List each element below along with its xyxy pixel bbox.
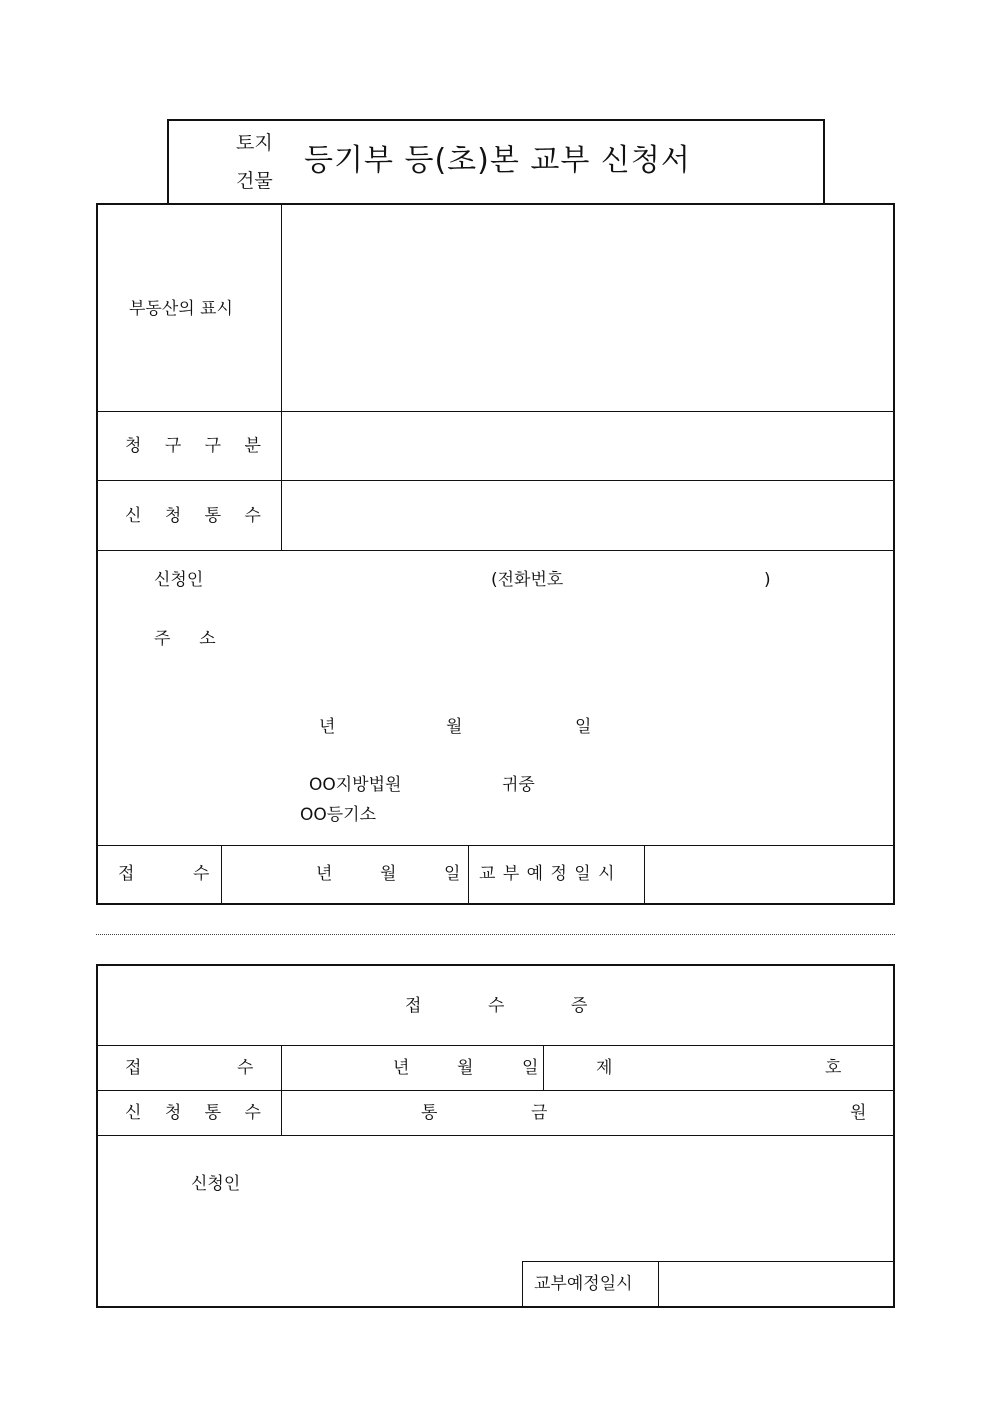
- slip-copies-unit: 통: [421, 1103, 438, 1123]
- row-divider: [97, 480, 894, 481]
- slip-year: 년: [393, 1058, 410, 1078]
- row-divider: [522, 1261, 894, 1262]
- copies-field[interactable]: [283, 482, 893, 549]
- date-day: 일: [575, 717, 592, 737]
- row-divider: [97, 411, 894, 412]
- applicant-label: 신청인: [154, 570, 204, 590]
- property-label: 부동산의 표시: [129, 299, 233, 319]
- slip-issue-datetime-field[interactable]: [660, 1263, 892, 1306]
- slip-applicant-label: 신청인: [191, 1174, 241, 1194]
- slip-number-suffix: 호: [825, 1058, 842, 1078]
- receipt-day: 일: [444, 864, 461, 884]
- slip-number-prefix: 제: [596, 1058, 613, 1078]
- receipt-month: 월: [380, 864, 397, 884]
- request-type-label: 청 구 구 분: [125, 436, 270, 456]
- col-divider: [644, 846, 645, 904]
- slip-title-2: 수: [488, 996, 505, 1016]
- row-divider: [97, 845, 894, 846]
- title-kind-land: 토지: [236, 132, 273, 154]
- slip-day: 일: [522, 1058, 539, 1078]
- slip-title-3: 증: [571, 996, 588, 1016]
- col-divider: [658, 1261, 659, 1307]
- col-divider: [281, 204, 282, 550]
- slip-amount-unit: 원: [850, 1103, 867, 1123]
- copies-label: 신 청 통 수: [125, 506, 270, 526]
- slip-issue-datetime-label: 교부예정일시: [534, 1274, 633, 1294]
- receipt-label-1: 접: [118, 864, 135, 884]
- slip-title-1: 접: [405, 996, 422, 1016]
- title-kind-building: 건물: [236, 170, 273, 192]
- phone-close: ): [764, 570, 771, 590]
- col-divider: [468, 846, 469, 904]
- row-divider: [97, 1045, 894, 1046]
- court-name: OO지방법원: [309, 775, 402, 795]
- registry-name: OO등기소: [300, 805, 377, 825]
- phone-label: (전화번호: [491, 570, 564, 590]
- request-type-field[interactable]: [283, 413, 893, 479]
- issue-datetime-label: 교 부 예 정 일 시: [479, 864, 616, 884]
- cut-line: [96, 934, 895, 935]
- slip-receipt-label-1: 접: [125, 1058, 142, 1078]
- page-title: 등기부 등(초)본 교부 신청서: [304, 143, 691, 178]
- row-divider: [97, 550, 894, 551]
- property-field[interactable]: [283, 205, 893, 410]
- issue-datetime-field[interactable]: [646, 847, 892, 903]
- receipt-year: 년: [316, 864, 333, 884]
- slip-copies-label: 신 청 통 수: [125, 1103, 270, 1123]
- slip-month: 월: [457, 1058, 474, 1078]
- slip-amount-label: 금: [531, 1103, 548, 1123]
- col-divider: [522, 1261, 523, 1307]
- col-divider: [543, 1046, 544, 1090]
- row-divider: [97, 1135, 894, 1136]
- col-divider: [221, 846, 222, 904]
- receipt-label-2: 수: [193, 864, 210, 884]
- addressee: 귀중: [502, 775, 535, 795]
- row-divider: [97, 1090, 894, 1091]
- slip-receipt-label-2: 수: [237, 1058, 254, 1078]
- date-year: 년: [319, 717, 336, 737]
- address-label: 주 소: [154, 629, 222, 649]
- date-month: 월: [446, 717, 463, 737]
- col-divider: [281, 1046, 282, 1136]
